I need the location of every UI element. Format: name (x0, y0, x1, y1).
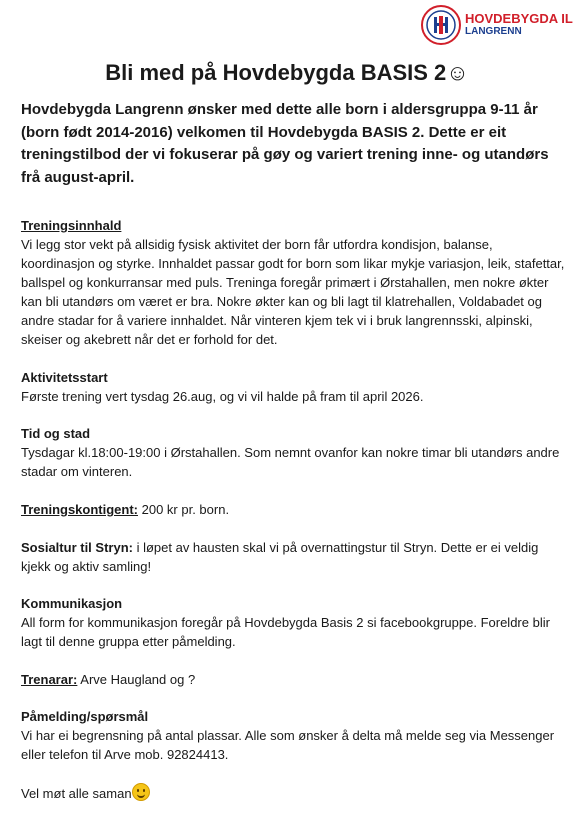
section-text: Første trening vert tysdag 26.aug, og vi vil halde på fram til april 2026. (21, 389, 424, 404)
section-heading: Kommunikasjon (21, 596, 123, 611)
section-heading: Påmelding/spørsmål (21, 709, 149, 724)
section-label: Treningskontigent: (21, 502, 138, 517)
section-text: i løpet av hausten skal vi på overnattingstur til Stryn. Dette er ei veldig kjekk og aktiv samling! (21, 540, 539, 574)
section-text: Vi legg stor vekt på allsidig fysisk aktivitet der born får utfordra kondisjon, balanse, koordinasjon og styrke. Innhaldet passar godt for born som likar mykje variasjon, leik, stafettar, ballspel og konkurransar med puls. Treninga foregår primært i Ørstahallen, men nokre økter kan bli utandørs om været er bra. Nokre økter kan og bli lagt til klatrehallen, Voldabadet og andre stadar for å variere innhaldet. Når vinteren kjem tek vi i bruk langrennsski, alpinski, skeiser og akebrett når det er forhold for det. (21, 237, 565, 347)
logo-club-name: HOVDEBYGDA IL (465, 11, 573, 26)
smiley-emoji-icon (132, 783, 150, 801)
section-heading: Aktivitetsstart (21, 370, 108, 385)
page-title: Bli med på Hovdebygda BASIS 2☺ (105, 60, 469, 85)
section-label: Sosialtur til Stryn: (21, 540, 133, 555)
section-text: 200 kr pr. born. (138, 502, 230, 517)
section-sosialtur (21, 538, 566, 576)
club-emblem-icon (421, 5, 461, 45)
section-text: All form for kommunikasjon foregår på Hovdebygda Basis 2 si facebookgruppe. Foreldre blir lagt til denne gruppa etter påmelding. (21, 615, 550, 649)
intro-paragraph: Hovdebygda Langrenn ønsker med dette alle born i aldersgruppa 9-11 år (born født 2014-2016) velkomen til Hovdebygda BASIS 2. Dette er eit treningstilbod der vi fokuserar på gøy og variert trening inne- og utandørs frå august-april. (21, 101, 549, 186)
section-text: Vi har ei begrensning på antal plassar. Alle som ønsker å delta må melde seg via Messenger eller telefon til Arve mob. 92824413. (21, 728, 555, 762)
closing-line (21, 783, 566, 803)
section-kommunikasjon (21, 594, 566, 651)
section-tid-og-stad (21, 424, 566, 481)
section-heading: Treningsinnhald (21, 218, 122, 233)
section-pamelding (21, 707, 566, 764)
section-label: Trenarar: (21, 672, 78, 687)
logo-club-division: LANGRENN (465, 26, 522, 37)
section-heading: Tid og stad (21, 426, 91, 441)
section-treningsinnhald (21, 216, 566, 349)
section-kontingent (21, 500, 566, 519)
closing-text: Vel møt alle saman (21, 786, 132, 801)
section-aktivitetsstart (21, 368, 566, 406)
section-trenarar (21, 670, 566, 689)
club-logo (421, 5, 571, 45)
section-text: Arve Haugland og ? (77, 672, 196, 687)
section-text: Tysdagar kl.18:00-19:00 i Ørstahallen. Som nemnt ovanfor kan nokre timar bli utandørs andre stadar om vinteren. (21, 445, 560, 479)
